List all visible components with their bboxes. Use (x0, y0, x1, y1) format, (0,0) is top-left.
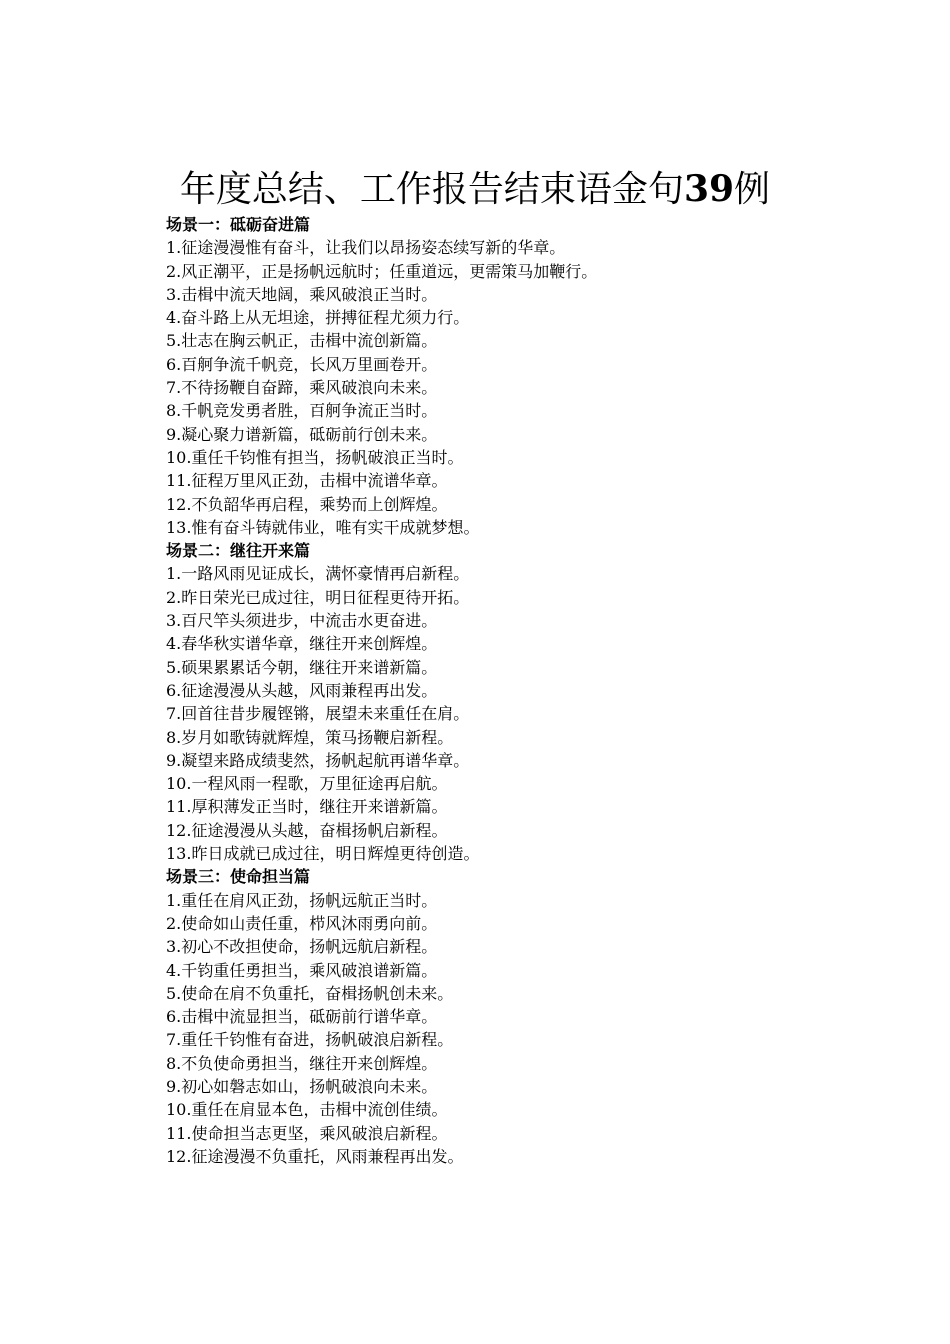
list-item: 3.百尺竿头须进步，中流击水更奋进。 (166, 611, 438, 631)
section-heading: 场景三：使命担当篇 (166, 867, 311, 887)
list-item: 11.征程万里风正劲，击楫中流谱华章。 (166, 471, 448, 491)
list-item: 6.征途漫漫从头越，风雨兼程再出发。 (166, 680, 438, 700)
section-2 (166, 539, 866, 865)
list-item: 12.征途漫漫从头越，奋楫扬帆启新程。 (166, 820, 448, 840)
list-item: 12.征途漫漫不负重托，风雨兼程再出发。 (166, 1146, 464, 1166)
list-item: 1.重任在肩风正劲，扬帆远航正当时。 (166, 890, 438, 910)
list-item: 2.使命如山责任重，栉风沐雨勇向前。 (166, 913, 438, 933)
list-item: 13.惟有奋斗铸就伟业，唯有实干成就梦想。 (166, 517, 480, 537)
list-item: 10.一程风雨一程歌，万里征途再启航。 (166, 774, 448, 794)
list-item: 13.昨日成就已成过往，明日辉煌更待创造。 (166, 844, 480, 864)
document-title (0, 166, 950, 213)
list-item: 8.不负使命勇担当，继往开来创辉煌。 (166, 1053, 438, 1073)
list-item: 9.初心如磐志如山，扬帆破浪向未来。 (166, 1076, 438, 1096)
list-item: 7.回首往昔步履铿锵，展望未来重任在肩。 (166, 704, 470, 724)
list-item: 2.昨日荣光已成过往，明日征程更待开拓。 (166, 587, 470, 607)
list-item: 3.击楫中流天地阔，乘风破浪正当时。 (166, 284, 438, 304)
list-item: 11.使命担当志更坚，乘风破浪启新程。 (166, 1123, 448, 1143)
title-suffix: 例 (734, 169, 771, 210)
list-item: 6.击楫中流显担当，砥砺前行谱华章。 (166, 1007, 438, 1027)
title-number: 39 (683, 168, 735, 210)
section-1 (166, 213, 866, 539)
list-item: 7.重任千钧惟有奋进，扬帆破浪启新程。 (166, 1030, 454, 1050)
list-item: 9.凝望来路成绩斐然，扬帆起航再谱华章。 (166, 750, 470, 770)
document-body (166, 213, 866, 1168)
section-heading: 场景二：继往开来篇 (166, 541, 311, 561)
section-3 (166, 865, 866, 1168)
section-heading: 场景一：砥砺奋进篇 (166, 215, 311, 234)
list-item: 5.硕果累累话今朝，继往开来谱新篇。 (166, 657, 438, 677)
list-item: 10.重任千钧惟有担当，扬帆破浪正当时。 (166, 447, 464, 467)
list-item: 11.厚积薄发正当时，继往开来谱新篇。 (166, 797, 448, 817)
list-item: 9.凝心聚力谱新篇，砥砺前行创未来。 (166, 424, 438, 444)
list-item: 4.千钧重任勇担当，乘风破浪谱新篇。 (166, 960, 438, 980)
list-item: 1.一路风雨见证成长，满怀豪情再启新程。 (166, 564, 470, 584)
list-item: 10.重任在肩显本色，击楫中流创佳绩。 (166, 1100, 448, 1120)
list-item: 2.风正潮平，正是扬帆远航时；任重道远，更需策马加鞭行。 (166, 261, 598, 281)
list-item: 4.奋斗路上从无坦途，拼搏征程尤须力行。 (166, 308, 470, 328)
list-item: 3.初心不改担使命，扬帆远航启新程。 (166, 937, 438, 957)
list-item: 5.使命在肩不负重托，奋楫扬帆创未来。 (166, 983, 454, 1003)
list-item: 6.百舸争流千帆竞，长风万里画卷开。 (166, 354, 438, 374)
list-item: 8.千帆竞发勇者胜，百舸争流正当时。 (166, 401, 438, 421)
list-item: 12.不负韶华再启程，乘势而上创辉煌。 (166, 494, 448, 514)
list-item: 1.征途漫漫惟有奋斗，让我们以昂扬姿态续写新的华章。 (166, 238, 566, 258)
title-text: 年度总结、工作报告结束语金句 (179, 169, 684, 210)
list-item: 5.壮志在胸云帆正，击楫中流创新篇。 (166, 331, 438, 351)
list-item: 8.岁月如歌铸就辉煌，策马扬鞭启新程。 (166, 727, 454, 747)
list-item: 7.不待扬鞭自奋蹄，乘风破浪向未来。 (166, 378, 438, 398)
list-item: 4.春华秋实谱华章，继往开来创辉煌。 (166, 634, 438, 654)
